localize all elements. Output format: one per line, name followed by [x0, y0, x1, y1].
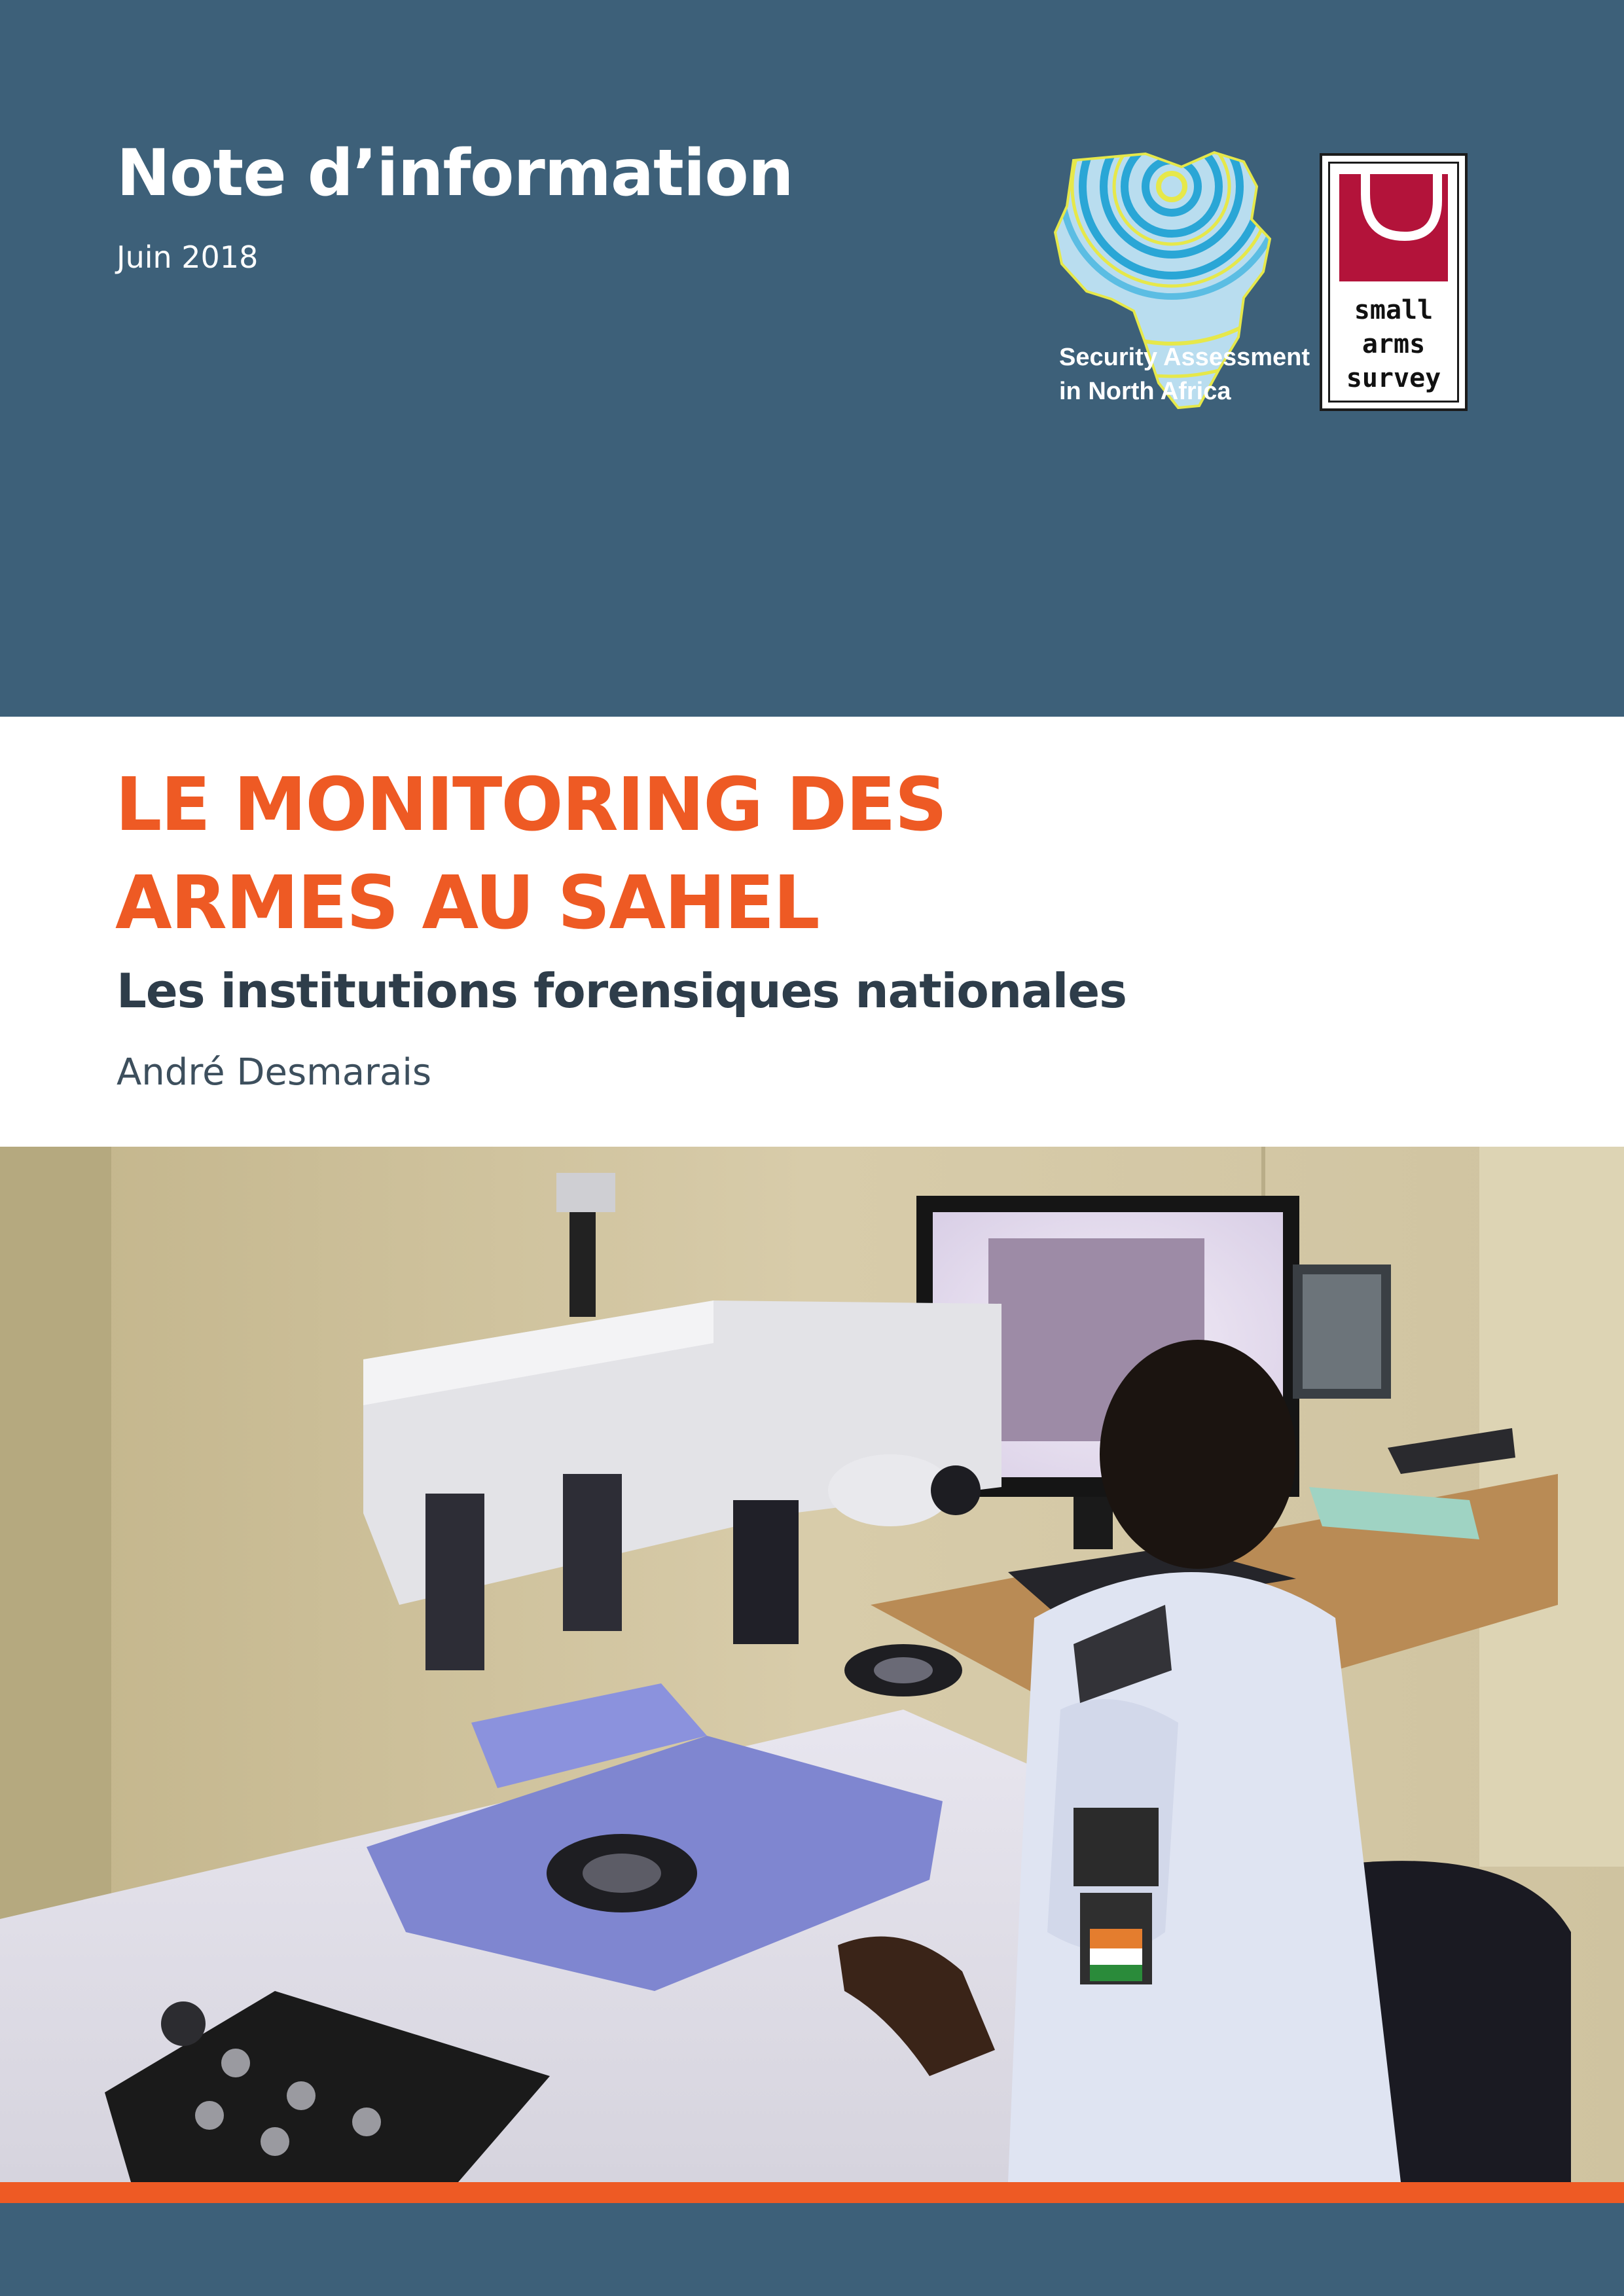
- accent-rule: [0, 2182, 1624, 2203]
- series-title: Note d’information: [117, 136, 793, 211]
- sana-logo-text: Security Assessment in North Africa: [1059, 344, 1310, 405]
- issue-date: Juin 2018: [117, 240, 259, 275]
- cover-photo: [0, 1147, 1624, 2182]
- main-title-line-2: ARMES AU SAHEL: [115, 861, 819, 946]
- subtitle: Les institutions forensiques nationales: [117, 963, 1127, 1018]
- author: André Desmarais: [117, 1051, 432, 1094]
- footer-band: [0, 2203, 1624, 2296]
- small-arms-survey-logo: [1320, 153, 1468, 411]
- sas-mark-icon: [1339, 174, 1448, 281]
- sas-logo-text: small arms survey: [1346, 295, 1441, 393]
- main-title-line-1: LE MONITORING DES: [115, 762, 947, 848]
- main-title: [115, 756, 946, 952]
